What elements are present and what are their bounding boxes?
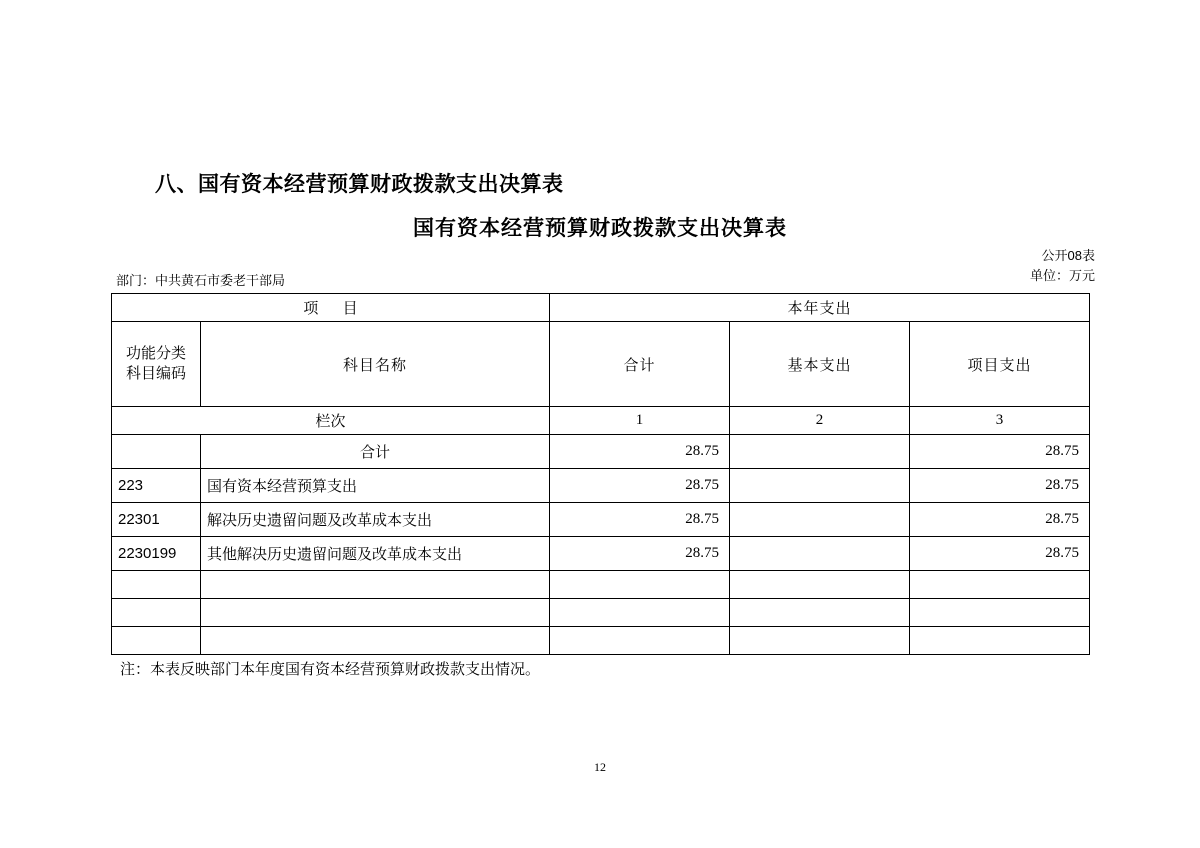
- table-row: [112, 599, 1090, 627]
- row-name: [201, 571, 550, 599]
- column-number-3: 3: [910, 407, 1090, 435]
- page-number: 12: [594, 760, 606, 774]
- column-number-label: 栏次: [112, 407, 550, 435]
- table-header-group-row: [112, 294, 1090, 322]
- header-total: 合计: [550, 322, 730, 407]
- row-project: 28.75: [910, 435, 1090, 469]
- row-code: [112, 599, 201, 627]
- table-row: [112, 571, 1090, 599]
- row-code: [112, 571, 201, 599]
- budget-table: [111, 293, 1090, 655]
- row-project: [910, 627, 1090, 655]
- row-code: 2230199: [112, 537, 201, 571]
- header-basic-expense: 基本支出: [730, 322, 910, 407]
- row-project: 28.75: [910, 537, 1090, 571]
- header-year-expense-group: 本年支出: [550, 294, 1090, 322]
- row-total: 28.75: [550, 503, 730, 537]
- table-column-number-row: [112, 407, 1090, 435]
- row-basic: [730, 571, 910, 599]
- table-row: [112, 627, 1090, 655]
- row-project: [910, 571, 1090, 599]
- header-project-expense: 项目支出: [910, 322, 1090, 407]
- header-function-code: [112, 322, 201, 407]
- row-name: 其他解决历史遗留问题及改革成本支出: [201, 537, 550, 571]
- row-name: 解决历史遗留问题及改革成本支出: [201, 503, 550, 537]
- table-row: [112, 537, 1090, 571]
- unit-label: 单位：万元: [1029, 268, 1095, 283]
- row-total: [550, 599, 730, 627]
- row-basic: [730, 469, 910, 503]
- column-number-1: 1: [550, 407, 730, 435]
- row-name: [201, 599, 550, 627]
- row-code: 223: [112, 469, 201, 503]
- row-name: 合计: [201, 435, 550, 469]
- row-project: 28.75: [910, 469, 1090, 503]
- header-function-code-line2: 科目编码: [125, 365, 186, 382]
- column-number-2: 2: [730, 407, 910, 435]
- row-name: 国有资本经营预算支出: [201, 469, 550, 503]
- table-row: [112, 503, 1090, 537]
- row-project: [910, 599, 1090, 627]
- row-total: 28.75: [550, 537, 730, 571]
- table-header-row: [112, 322, 1090, 407]
- row-basic: [730, 503, 910, 537]
- table-meta: [1030, 246, 1095, 286]
- row-total: [550, 627, 730, 655]
- section-heading: 八、国有资本经营预算财政拨款支出决算表: [155, 173, 564, 196]
- row-basic: [730, 627, 910, 655]
- page-title: 国有资本经营预算财政拨款支出决算表: [413, 217, 787, 240]
- row-project: 28.75: [910, 503, 1090, 537]
- department-line: 部门：中共黄石市委老干部局: [116, 273, 286, 288]
- row-total: [550, 571, 730, 599]
- form-code: 公开08表: [1041, 248, 1095, 263]
- row-basic: [730, 435, 910, 469]
- header-subject-name: 科目名称: [201, 322, 550, 407]
- row-total: 28.75: [550, 435, 730, 469]
- row-name: [201, 627, 550, 655]
- row-code: 22301: [112, 503, 201, 537]
- row-code: [112, 435, 201, 469]
- header-function-code-line1: 功能分类: [125, 345, 186, 362]
- row-code: [112, 627, 201, 655]
- row-basic: [730, 599, 910, 627]
- header-item-group: 项 目: [112, 294, 550, 322]
- table-row: [112, 469, 1090, 503]
- table-row: [112, 435, 1090, 469]
- row-total: 28.75: [550, 469, 730, 503]
- row-basic: [730, 537, 910, 571]
- table-note: 注：本表反映部门本年度国有资本经营预算财政拨款支出情况。: [120, 661, 541, 678]
